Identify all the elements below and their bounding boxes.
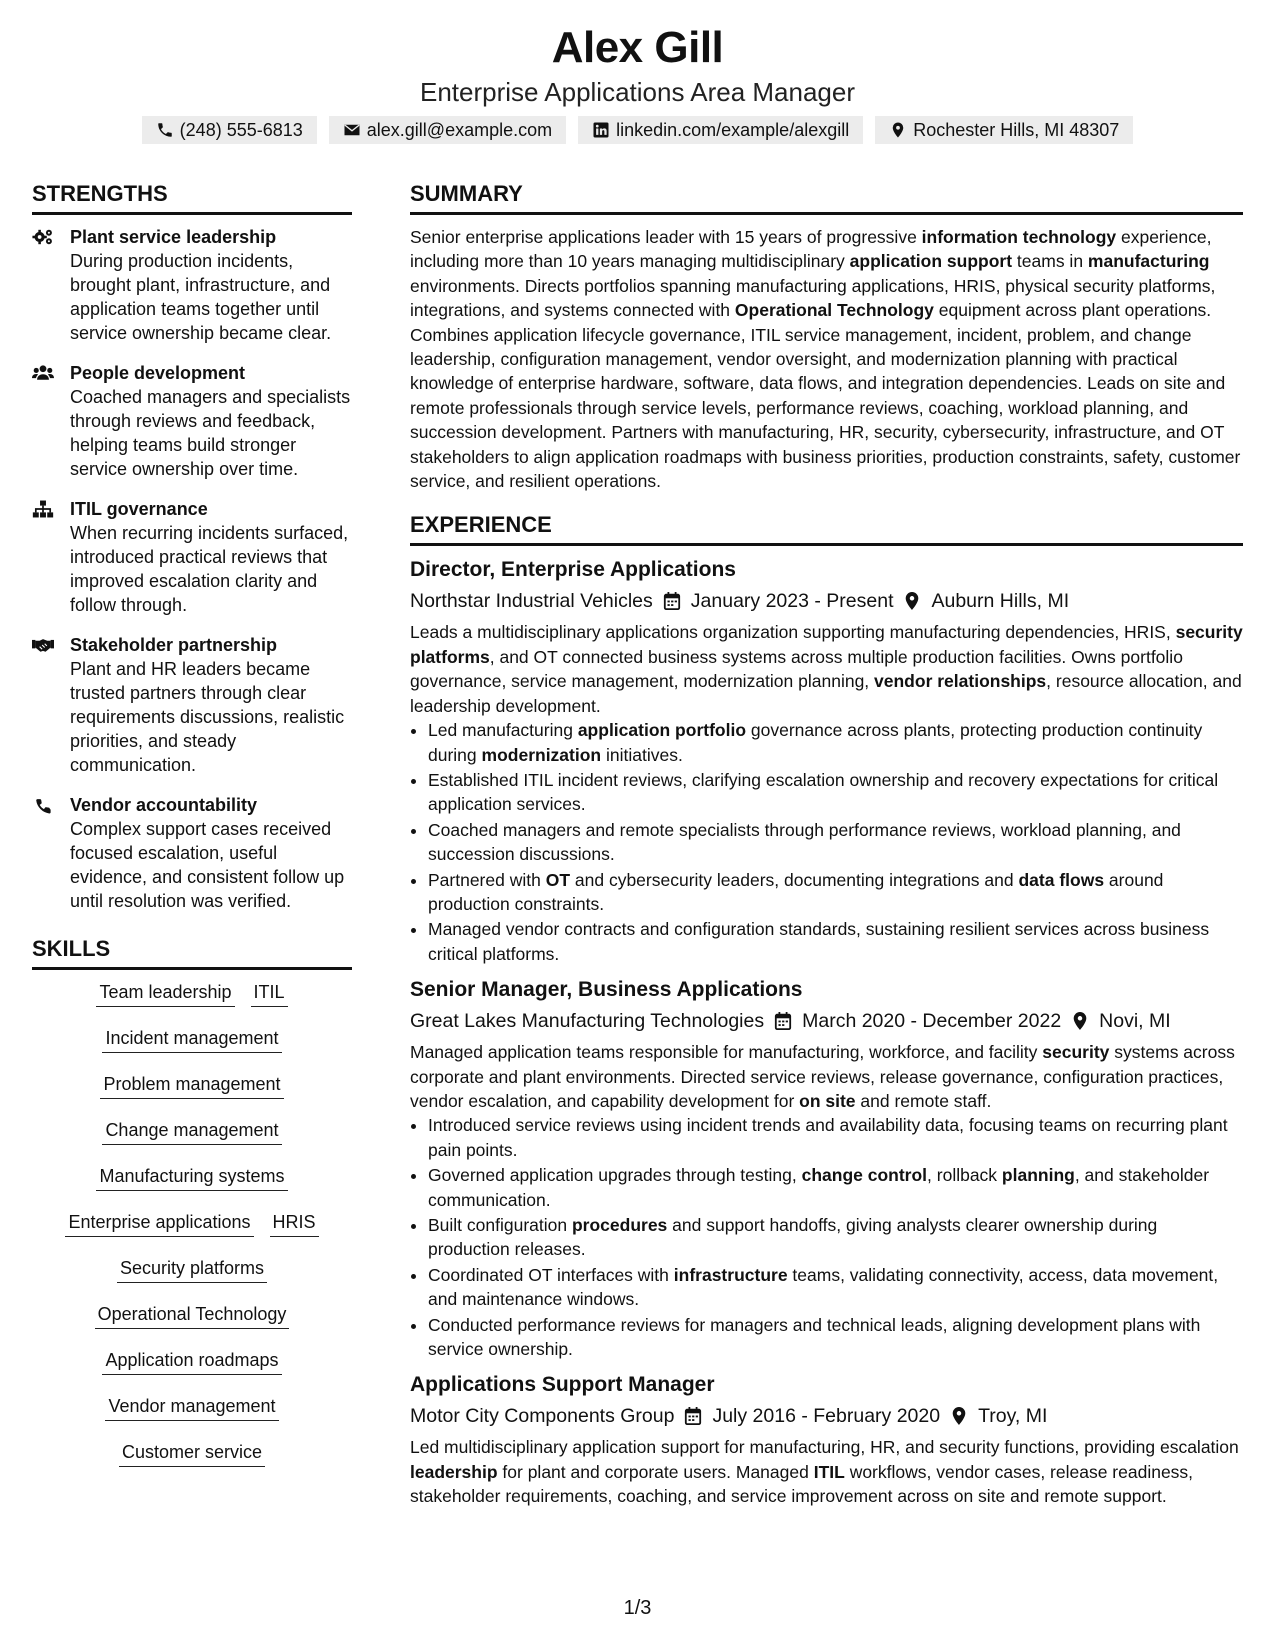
job-entry <box>410 976 1243 1361</box>
job-summary: Managed application teams responsible for manufacturing, workforce, and facility security systems across corporate and plant environments. Directed service reviews, release governance, configuration practices, vendor escalation, and capability development for on site and remote staff. <box>410 1042 1235 1111</box>
job-dates: January 2023 - Present <box>690 590 894 613</box>
skill-tag: Security platforms <box>117 1256 267 1283</box>
summary-text: Senior enterprise applications leader with 15 years of progressive information technology experience, including more than 10 years managing multidisciplinary application support teams in manufacturing environments. Directs portfolios spanning manufacturing applications, HRIS, physical security platforms, integrations, and systems connected with Operational Technology equipment across plant operations. Combines application lifecycle governance, ITIL service management, incident, problem, and change leadership, configuration management, vendor oversight, and modernization planning with practical knowledge of enterprise hardware, software, data flows, and integration dependencies. Leads on site and remote professionals through service levels, performance reviews, coaching, workload planning, and succession development. Partners with manufacturing, HR, security, cybersecurity, infrastructure, and OT stakeholders to align application roadmaps with business priorities, production constraints, safety, customer service, and resilient operations. <box>410 227 1241 492</box>
contact-linkedin[interactable] <box>578 116 863 144</box>
skill-tag: Vendor management <box>105 1394 278 1421</box>
map-pin-icon <box>903 591 921 611</box>
strengths-heading: STRENGTHS <box>32 180 352 215</box>
list-item: • Conducted performance reviews for managers and technical leads, aligning development plans with service ownership. <box>428 1313 1243 1362</box>
phone-text: (248) 555-6813 <box>179 120 303 140</box>
list-item: • Coordinated OT interfaces with infrastructure teams, validating connectivity, access, data movement, and maintenance windows. <box>428 1263 1243 1312</box>
experience-heading: EXPERIENCE <box>410 511 1243 546</box>
list-item: • Built configuration procedures and support handoffs, giving analysts clearer ownership during production releases. <box>428 1213 1243 1262</box>
page-number: 1/3 <box>623 1597 652 1619</box>
summary-heading: SUMMARY <box>410 180 1243 215</box>
job-bullets <box>410 718 1243 966</box>
handshake-icon <box>32 635 54 655</box>
calendar-icon <box>663 591 681 611</box>
skill-tag: Enterprise applications <box>65 1210 253 1237</box>
job-entry <box>410 1371 1243 1508</box>
phone-icon <box>32 795 54 815</box>
strength-desc: Plant and HR leaders became trusted partners through clear requirements discussions, realistic priorities, and steady communication. <box>70 659 345 775</box>
list-item: • Established ITIL incident reviews, clarifying escalation ownership and recovery expectations for critical application services. <box>428 768 1243 817</box>
envelope-icon <box>343 121 361 139</box>
skill-tag: Manufacturing systems <box>96 1164 287 1191</box>
map-pin-icon <box>950 1406 968 1426</box>
skill-tag: Operational Technology <box>95 1302 290 1329</box>
strength-title: Vendor accountability <box>70 795 258 815</box>
calendar-icon <box>684 1406 702 1426</box>
linkedin-icon <box>592 121 610 139</box>
skills-list <box>32 980 352 1467</box>
linkedin-text: linkedin.com/example/alexgill <box>616 120 850 140</box>
map-pin-icon <box>1071 1011 1089 1031</box>
job-dates: July 2016 - February 2020 <box>712 1405 941 1428</box>
strength-item <box>32 793 352 913</box>
location-text: Rochester Hills, MI 48307 <box>913 120 1120 140</box>
strength-title: Plant service leadership <box>70 227 277 247</box>
candidate-title: Enterprise Applications Area Manager <box>419 77 856 107</box>
calendar-icon <box>774 1011 792 1031</box>
job-meta <box>410 1006 1243 1036</box>
job-dates: March 2020 - December 2022 <box>802 1010 1062 1033</box>
strength-desc: Coached managers and specialists through reviews and feedback, helping teams build stronger service ownership over time. <box>70 387 351 479</box>
job-meta <box>410 1401 1243 1431</box>
list-item: • Governed application upgrades through testing, change control, rollback planning, and stakeholder communication. <box>428 1163 1243 1212</box>
job-meta <box>410 586 1243 616</box>
contact-location <box>875 116 1133 144</box>
job-company: Motor City Components Group <box>410 1405 675 1428</box>
strength-item <box>32 633 352 777</box>
map-pin-icon <box>889 121 907 139</box>
skill-tag: Team leadership <box>96 980 234 1007</box>
strength-title: People development <box>70 363 246 383</box>
job-summary: Led multidisciplinary application support for manufacturing, HR, and security functions, providing escalation leadership for plant and corporate users. Managed ITIL workflows, vendor cases, release readiness, stakeholder requirements, coaching, and service improvement across on site and remote support. <box>410 1437 1239 1507</box>
strength-desc: During production incidents, brought plant, infrastructure, and application teams together until service ownership became clear. <box>70 251 332 343</box>
job-location: Troy, MI <box>978 1405 1048 1428</box>
job-location: Auburn Hills, MI <box>931 590 1070 613</box>
job-location: Novi, MI <box>1099 1010 1171 1033</box>
strength-item <box>32 497 352 617</box>
skill-tag: Problem management <box>100 1072 283 1099</box>
job-entry <box>410 556 1243 966</box>
skills-heading: SKILLS <box>32 935 352 970</box>
phone-icon <box>156 121 174 139</box>
list-item: • Led manufacturing application portfolio governance across plants, protecting production continuity during modernization initiatives. <box>428 718 1243 767</box>
list-item: • Coached managers and remote specialists through performance reviews, workload planning, and succession discussions. <box>428 818 1243 867</box>
gears-icon <box>32 227 54 247</box>
strength-item <box>32 361 352 481</box>
strength-title: Stakeholder partnership <box>70 635 278 655</box>
resume-header <box>0 22 1275 144</box>
candidate-name: Alex Gill <box>551 23 724 72</box>
job-summary: Leads a multidisciplinary applications organization supporting manufacturing dependencies, HRIS, security platforms, and OT connected business systems across multiple production facilities. Owns portfolio governance, service management, modernization planning, vendor relationships, resource allocation, and leadership development. <box>410 622 1243 716</box>
skill-tag: HRIS <box>270 1210 319 1237</box>
job-company: Northstar Industrial Vehicles <box>410 590 653 613</box>
skill-tag: Change management <box>102 1118 281 1145</box>
job-title: Director, Enterprise Applications <box>410 558 736 582</box>
contact-email[interactable] <box>329 116 566 144</box>
list-item: • Introduced service reviews using incident trends and availability data, focusing teams on recurring plant pain points. <box>428 1113 1243 1162</box>
strength-item <box>32 225 352 345</box>
strength-title: ITIL governance <box>70 499 208 519</box>
contact-phone[interactable] <box>142 116 317 144</box>
skill-tag: Application roadmaps <box>102 1348 281 1375</box>
job-company: Great Lakes Manufacturing Technologies <box>410 1010 765 1033</box>
list-item: • Managed vendor contracts and configuration standards, sustaining resilient services across business critical platforms. <box>428 917 1243 966</box>
skill-tag: Incident management <box>102 1026 281 1053</box>
sitemap-icon <box>32 499 54 519</box>
strength-desc: Complex support cases received focused escalation, useful evidence, and consistent follow up until resolution was verified. <box>70 819 345 911</box>
right-column <box>410 180 1243 1509</box>
skill-tag: Customer service <box>119 1440 265 1467</box>
users-icon <box>32 363 54 383</box>
job-title: Senior Manager, Business Applications <box>410 978 803 1002</box>
job-title: Applications Support Manager <box>410 1373 715 1397</box>
job-bullets <box>410 1113 1243 1361</box>
left-column <box>32 180 352 1486</box>
strength-desc: When recurring incidents surfaced, introduced practical reviews that improved escalation clarity and follow through. <box>70 523 349 615</box>
contact-bar <box>0 116 1275 144</box>
skill-tag: ITIL <box>251 980 288 1007</box>
email-text: alex.gill@example.com <box>366 120 553 140</box>
list-item: • Partnered with OT and cybersecurity leaders, documenting integrations and data flows around production constraints. <box>428 868 1243 917</box>
